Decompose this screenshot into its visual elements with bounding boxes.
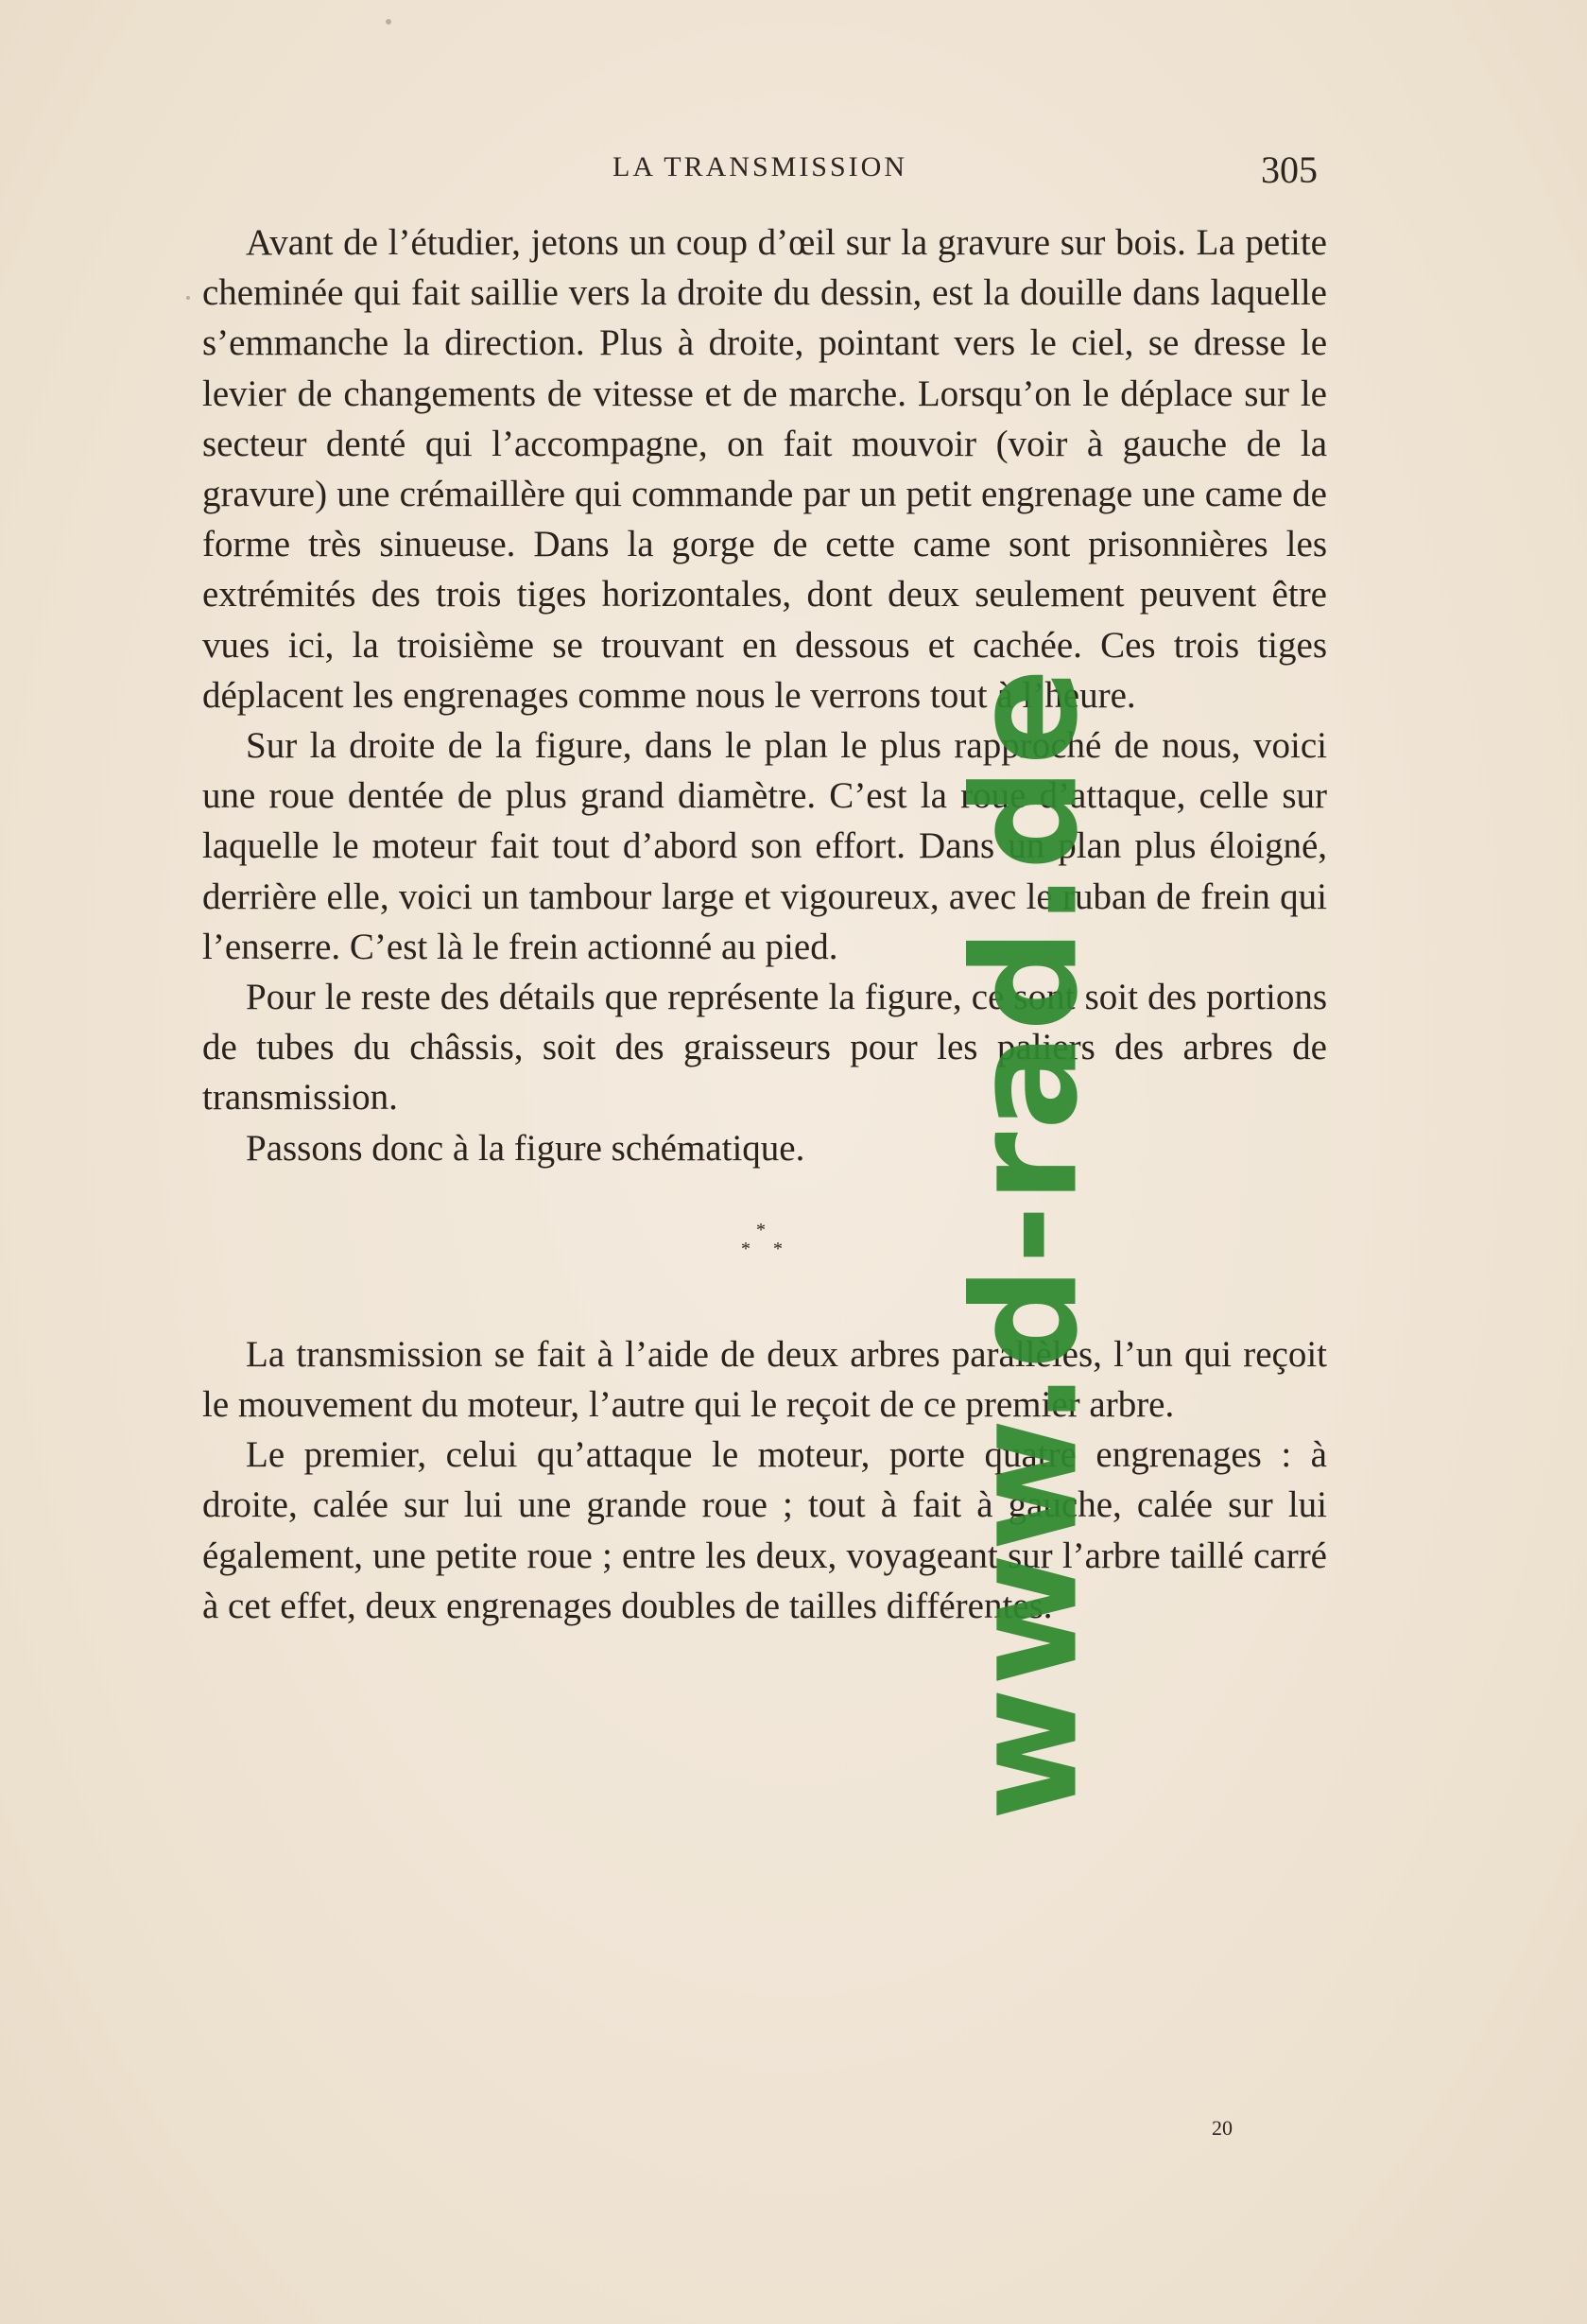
signature-mark: 20 bbox=[1212, 2116, 1233, 2140]
paragraph-5: La transmission se fait à l’aide de deux arbres parallèles, l’un qui reçoit le mouvement du moteur, l’autre qui le reçoit de ce premier arbre. bbox=[202, 1333, 1327, 1426]
paper-speck bbox=[386, 19, 391, 25]
paragraph-2: Sur la droite de la figure, dans le plan le plus rapproché de nous, voici une roue dentée de plus grand diamètre. C’est la roue d’attaque, celle sur laquelle le moteur fait tout d’abord son effort. Dans un plan plus éloigné, derrière elle, voici un tambour large et vigoureux, avec le ruban de frein qui l’enserre. C’est là le frein actionné au pied. bbox=[202, 725, 1327, 967]
paragraph-3: Pour le reste des détails que représente la figure, ce sont soit des portions de tubes du châssis, soit des graisseurs pour les paliers des arbres de transmission. bbox=[202, 977, 1327, 1119]
running-head: LA TRANSMISSION bbox=[612, 151, 907, 182]
separator-star-top: * bbox=[756, 1219, 766, 1240]
watermark-text: www.d-rad.de bbox=[941, 666, 1110, 1821]
page-number: 305 bbox=[1261, 148, 1318, 191]
paragraph-6: Le premier, celui qu’attaque le moteur, porte quatre engrenages : à droite, calée sur lui une grande roue ; tout à fait à gauche, calée sur lui également, une petite roue ; entre les deux, voyageant sur l’arbre taillé carré à cet effet, deux engrenages doubles de tailles différentes. bbox=[202, 1434, 1327, 1626]
paragraph-1: Avant de l’étudier, jetons un coup d’œil sur la gravure sur bois. La petite cheminée qui fait saillie vers la droite du dessin, est la douille dans laquelle s’emmanche la direction. Plus à droite, pointant vers le ciel, se dresse le levier de changements de vitesse et de marche. Lorsqu’on le déplace sur le secteur denté qui l’accompagne, on fait mouvoir (voir à gauche de la gravure) une crémaillère qui commande par un petit engrenage une came de forme très sinueuse. Dans la gorge de cette came sont prisonnières les extrémités des trois tiges horizontales, dont deux seulement peuvent être vues ici, la troisième se trouvant en dessous et cachée. Ces trois tiges déplacent les engrenages comme nous le verrons tout à l’heure. bbox=[202, 222, 1327, 716]
separator-star-right: * bbox=[773, 1238, 783, 1259]
section-separator bbox=[202, 1173, 1327, 1329]
paragraph-4: Passons donc à la figure schématique. bbox=[246, 1127, 805, 1169]
separator-star-left: * bbox=[741, 1238, 750, 1259]
body-text bbox=[202, 217, 1327, 1631]
paper-speck bbox=[186, 296, 190, 300]
